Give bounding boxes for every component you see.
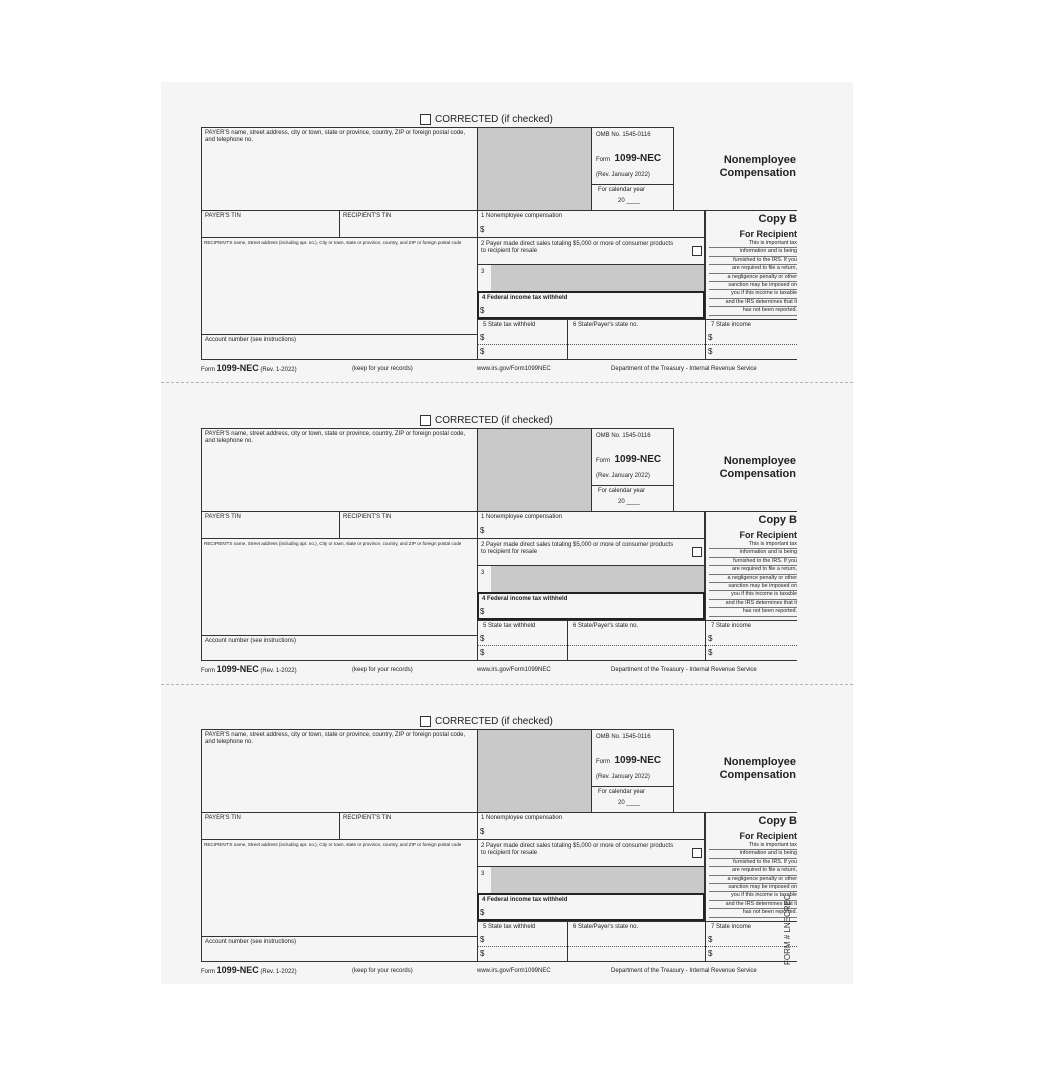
rev-date: (Rev. January 2022) (596, 473, 650, 479)
copy-b-label: Copy B (758, 815, 797, 827)
divider (706, 645, 797, 646)
footer-keep: (keep for your records) (352, 968, 413, 974)
box-7-label: 7 State income (711, 322, 752, 328)
notice-line: and the IRS determines that it (709, 901, 797, 909)
recipient-info-field[interactable] (201, 538, 478, 636)
payer-info-label: PAYER'S name, street address, city or town, state or province, country, ZIP or foreign postal code, and telephone no. (205, 732, 466, 745)
dollar-sign: $ (480, 935, 485, 944)
dollar-sign: $ (480, 347, 485, 356)
footer-form-prefix: Form (201, 668, 215, 674)
box-2-checkbox[interactable] (692, 848, 702, 858)
copy-b-label: Copy B (758, 213, 797, 225)
corrected-label: CORRECTED (if checked) (435, 716, 553, 727)
form-name: 1099-NEC (614, 153, 662, 164)
box-2-checkbox[interactable] (692, 246, 702, 256)
box-3-shaded (491, 867, 704, 893)
payer-info-field[interactable] (201, 127, 478, 211)
divider (568, 344, 705, 345)
box-5-label: 5 State tax withheld (483, 322, 536, 328)
box-6-label: 6 State/Payer's state no. (573, 924, 639, 930)
recipient-tin-label: RECIPIENT'S TIN (343, 514, 392, 520)
box-5-state-tax-withheld[interactable] (477, 620, 568, 661)
dollar-sign: $ (480, 333, 485, 342)
for-recipient-label: For Recipient (739, 530, 797, 540)
account-number-label: Account number (see instructions) (205, 638, 297, 644)
shaded-area (477, 428, 592, 512)
dollar-sign: $ (480, 827, 485, 836)
calendar-year-label: For calendar year (598, 789, 646, 795)
footer-form-name: 1099-NEC (216, 965, 259, 975)
form-prefix: Form (596, 157, 610, 163)
form-title (681, 756, 796, 782)
dollar-sign: $ (480, 526, 485, 535)
omb-block (591, 729, 674, 813)
box-3-shaded (491, 566, 704, 592)
form-id (596, 148, 661, 166)
corrected-checkbox[interactable] (420, 114, 431, 125)
box-2-direct-sales (477, 237, 705, 265)
box-5-label: 5 State tax withheld (483, 924, 536, 930)
payer-tin-field[interactable] (201, 511, 340, 539)
corrected-checkbox[interactable] (420, 415, 431, 426)
divider (568, 946, 705, 947)
form-title (681, 455, 796, 481)
form-prefix: Form (596, 759, 610, 765)
box-1-label: 1 Nonemployee compensation (481, 514, 563, 520)
omb-block (591, 428, 674, 512)
box-4-federal-tax-withheld[interactable] (477, 291, 705, 319)
notice-line: sanction may be imposed on (709, 884, 797, 892)
box-7-label: 7 State income (711, 924, 752, 930)
box-5-state-tax-withheld[interactable] (477, 921, 568, 962)
title-line-2: Compensation (719, 468, 796, 480)
payer-tin-label: PAYER'S TIN (205, 213, 241, 219)
recipient-info-field[interactable] (201, 237, 478, 335)
payer-tin-field[interactable] (201, 210, 340, 238)
notice-line: has not been reported. (709, 608, 797, 616)
footer-form-name: 1099-NEC (216, 363, 259, 373)
box-3 (477, 565, 705, 593)
footer-department: Department of the Treasury - Internal Revenue Service (611, 667, 757, 673)
notice-line: are required to file a return, (709, 265, 797, 273)
box-2-label: 2 Payer made direct sales totaling $5,000 or more of consumer products to recipient for resale (481, 241, 674, 254)
notice-line: you if this income is taxable (709, 290, 797, 298)
corrected-checkbox[interactable] (420, 716, 431, 727)
notice-line: a negligence penalty or other (709, 575, 797, 583)
form-1099-nec (161, 87, 853, 387)
form-prefix: Form (596, 458, 610, 464)
notice-line: This is important tax (709, 240, 797, 248)
footer-url: www.irs.gov/Form1099NEC (477, 366, 551, 372)
recipient-info-label: RECIPIENT'S name, Street address (including apt. no.), City or town, state or province, country, and ZIP or foreign postal code (204, 842, 462, 847)
box-6-state-payer-number[interactable] (567, 319, 706, 360)
dollar-sign: $ (708, 648, 713, 657)
shaded-area (477, 127, 592, 211)
copy-b-panel (705, 511, 797, 621)
box-7-label: 7 State income (711, 623, 752, 629)
payer-tin-label: PAYER'S TIN (205, 815, 241, 821)
payer-tin-label: PAYER'S TIN (205, 514, 241, 520)
calendar-year-field[interactable]: 20 ____ (618, 198, 640, 204)
footer-department: Department of the Treasury - Internal Revenue Service (611, 366, 757, 372)
title-line-1: Nonemployee (723, 756, 796, 768)
footer-form-prefix: Form (201, 367, 215, 373)
box-4-federal-tax-withheld[interactable] (477, 893, 705, 921)
notice-line: sanction may be imposed on (709, 583, 797, 591)
divider (478, 344, 567, 345)
recipient-info-label: RECIPIENT'S name, Street address (including apt. no.), City or town, state or province, country, and ZIP or foreign postal code (204, 541, 462, 546)
recipient-tin-label: RECIPIENT'S TIN (343, 213, 392, 219)
divider (591, 184, 674, 185)
box-5-state-tax-withheld[interactable] (477, 319, 568, 360)
notice-line: furnished to the IRS. If you (709, 859, 797, 867)
box-2-direct-sales (477, 538, 705, 566)
form-1099-nec (161, 388, 853, 688)
account-number-field[interactable] (201, 334, 478, 360)
notice-line: you if this income is taxable (709, 591, 797, 599)
title-line-1: Nonemployee (723, 455, 796, 467)
footer-keep: (keep for your records) (352, 667, 413, 673)
payer-info-label: PAYER'S name, street address, city or town, state or province, country, ZIP or foreign postal code, and telephone no. (205, 431, 466, 444)
title-line-1: Nonemployee (723, 154, 796, 166)
box-4-federal-tax-withheld[interactable] (477, 592, 705, 620)
box-1-nonemployee-compensation[interactable] (477, 812, 705, 840)
corrected-label: CORRECTED (if checked) (435, 415, 553, 426)
box-3-label: 3 (481, 570, 485, 576)
box-6-label: 6 State/Payer's state no. (573, 322, 639, 328)
dollar-sign: $ (708, 333, 713, 342)
copy-b-label: Copy B (758, 514, 797, 526)
form-name: 1099-NEC (614, 454, 662, 465)
form-footer-id (201, 664, 297, 674)
box-4-label: 4 Federal income tax withheld (482, 596, 568, 602)
recipient-info-field[interactable] (201, 839, 478, 937)
divider (706, 344, 797, 345)
dollar-sign: $ (480, 634, 485, 643)
form-footer-id (201, 965, 297, 975)
box-2-label: 2 Payer made direct sales totaling $5,000 or more of consumer products to recipient for resale (481, 843, 674, 856)
omb-number: OMB No. 1545-0116 (596, 433, 651, 439)
box-3 (477, 866, 705, 894)
notice-line: information and is being (709, 850, 797, 858)
calendar-year-field[interactable]: 20 ____ (618, 800, 640, 806)
footer-rev: (Rev. 1-2022) (260, 668, 297, 674)
payer-info-field[interactable] (201, 729, 478, 813)
box-3-label: 3 (481, 269, 485, 275)
form-name: 1099-NEC (614, 755, 662, 766)
box-5-label: 5 State tax withheld (483, 623, 536, 629)
payer-tin-field[interactable] (201, 812, 340, 840)
footer-url: www.irs.gov/Form1099NEC (477, 968, 551, 974)
divider (568, 645, 705, 646)
dollar-sign: $ (708, 634, 713, 643)
irs-notice (709, 240, 797, 316)
copy-b-panel (705, 210, 797, 320)
shaded-area (477, 729, 592, 813)
form-1099-nec (161, 689, 853, 989)
footer-form-name: 1099-NEC (216, 664, 259, 674)
footer-rev: (Rev. 1-2022) (260, 367, 297, 373)
notice-line: a negligence penalty or other (709, 876, 797, 884)
omb-number: OMB No. 1545-0116 (596, 734, 651, 740)
box-1-label: 1 Nonemployee compensation (481, 815, 563, 821)
box-7-state-income[interactable] (705, 319, 797, 360)
dollar-sign: $ (708, 935, 713, 944)
recipient-tin-field[interactable] (339, 210, 478, 238)
dollar-sign: $ (480, 607, 485, 616)
box-1-nonemployee-compensation[interactable] (477, 210, 705, 238)
recipient-tin-field[interactable] (339, 812, 478, 840)
box-6-state-payer-number[interactable] (567, 921, 706, 962)
form-id (596, 750, 661, 768)
dollar-sign: $ (708, 347, 713, 356)
form-id (596, 449, 661, 467)
box-3-shaded (491, 265, 704, 291)
account-number-label: Account number (see instructions) (205, 337, 297, 343)
account-number-field[interactable] (201, 936, 478, 962)
box-2-checkbox[interactable] (692, 547, 702, 557)
calendar-year-label: For calendar year (598, 187, 646, 193)
recipient-tin-label: RECIPIENT'S TIN (343, 815, 392, 821)
account-number-label: Account number (see instructions) (205, 939, 297, 945)
box-1-label: 1 Nonemployee compensation (481, 213, 563, 219)
box-4-label: 4 Federal income tax withheld (482, 897, 568, 903)
title-line-2: Compensation (719, 167, 796, 179)
box-3-label: 3 (481, 871, 485, 877)
corrected-label: CORRECTED (if checked) (435, 114, 553, 125)
notice-line: has not been reported. (709, 909, 797, 917)
account-number-field[interactable] (201, 635, 478, 661)
footer-keep: (keep for your records) (352, 366, 413, 372)
notice-line: and the IRS determines that it (709, 600, 797, 608)
rev-date: (Rev. January 2022) (596, 774, 650, 780)
notice-line: sanction may be imposed on (709, 282, 797, 290)
form-title (681, 154, 796, 180)
box-6-state-payer-number[interactable] (567, 620, 706, 661)
notice-line: are required to file a return, (709, 867, 797, 875)
calendar-year-label: For calendar year (598, 488, 646, 494)
footer-department: Department of the Treasury - Internal Revenue Service (611, 968, 757, 974)
recipient-tin-field[interactable] (339, 511, 478, 539)
dollar-sign: $ (480, 648, 485, 657)
divider (478, 645, 567, 646)
box-1-nonemployee-compensation[interactable] (477, 511, 705, 539)
for-recipient-label: For Recipient (739, 229, 797, 239)
dollar-sign: $ (480, 908, 485, 917)
dollar-sign: $ (480, 225, 485, 234)
notice-line: This is important tax (709, 842, 797, 850)
dollar-sign: $ (708, 949, 713, 958)
dollar-sign: $ (480, 306, 485, 315)
footer-url: www.irs.gov/Form1099NEC (477, 667, 551, 673)
form-code: FORM # LNECREC (783, 894, 792, 965)
payer-info-label: PAYER'S name, street address, city or town, state or province, country, ZIP or foreign postal code, and telephone no. (205, 130, 466, 143)
form-footer-id (201, 363, 297, 373)
divider (478, 946, 567, 947)
box-6-label: 6 State/Payer's state no. (573, 623, 639, 629)
notice-line: furnished to the IRS. If you (709, 257, 797, 265)
calendar-year-field[interactable]: 20 ____ (618, 499, 640, 505)
footer-rev: (Rev. 1-2022) (260, 969, 297, 975)
irs-notice (709, 541, 797, 617)
notice-line: you if this income is taxable (709, 892, 797, 900)
notice-line: has not been reported. (709, 307, 797, 315)
notice-line: furnished to the IRS. If you (709, 558, 797, 566)
omb-block (591, 127, 674, 211)
box-2-label: 2 Payer made direct sales totaling $5,000 or more of consumer products to recipient for resale (481, 542, 674, 555)
divider (591, 786, 674, 787)
notice-line: information and is being (709, 248, 797, 256)
recipient-info-label: RECIPIENT'S name, Street address (including apt. no.), City or town, state or province, country, and ZIP or foreign postal code (204, 240, 462, 245)
omb-number: OMB No. 1545-0116 (596, 132, 651, 138)
footer-form-prefix: Form (201, 969, 215, 975)
dollar-sign: $ (480, 949, 485, 958)
rev-date: (Rev. January 2022) (596, 172, 650, 178)
notice-line: and the IRS determines that it (709, 299, 797, 307)
payer-info-field[interactable] (201, 428, 478, 512)
for-recipient-label: For Recipient (739, 831, 797, 841)
title-line-2: Compensation (719, 769, 796, 781)
notice-line: are required to file a return, (709, 566, 797, 574)
box-2-direct-sales (477, 839, 705, 867)
divider (591, 485, 674, 486)
notice-line: a negligence penalty or other (709, 274, 797, 282)
box-3 (477, 264, 705, 292)
box-4-label: 4 Federal income tax withheld (482, 295, 568, 301)
notice-line: This is important tax (709, 541, 797, 549)
box-7-state-income[interactable] (705, 620, 797, 661)
notice-line: information and is being (709, 549, 797, 557)
